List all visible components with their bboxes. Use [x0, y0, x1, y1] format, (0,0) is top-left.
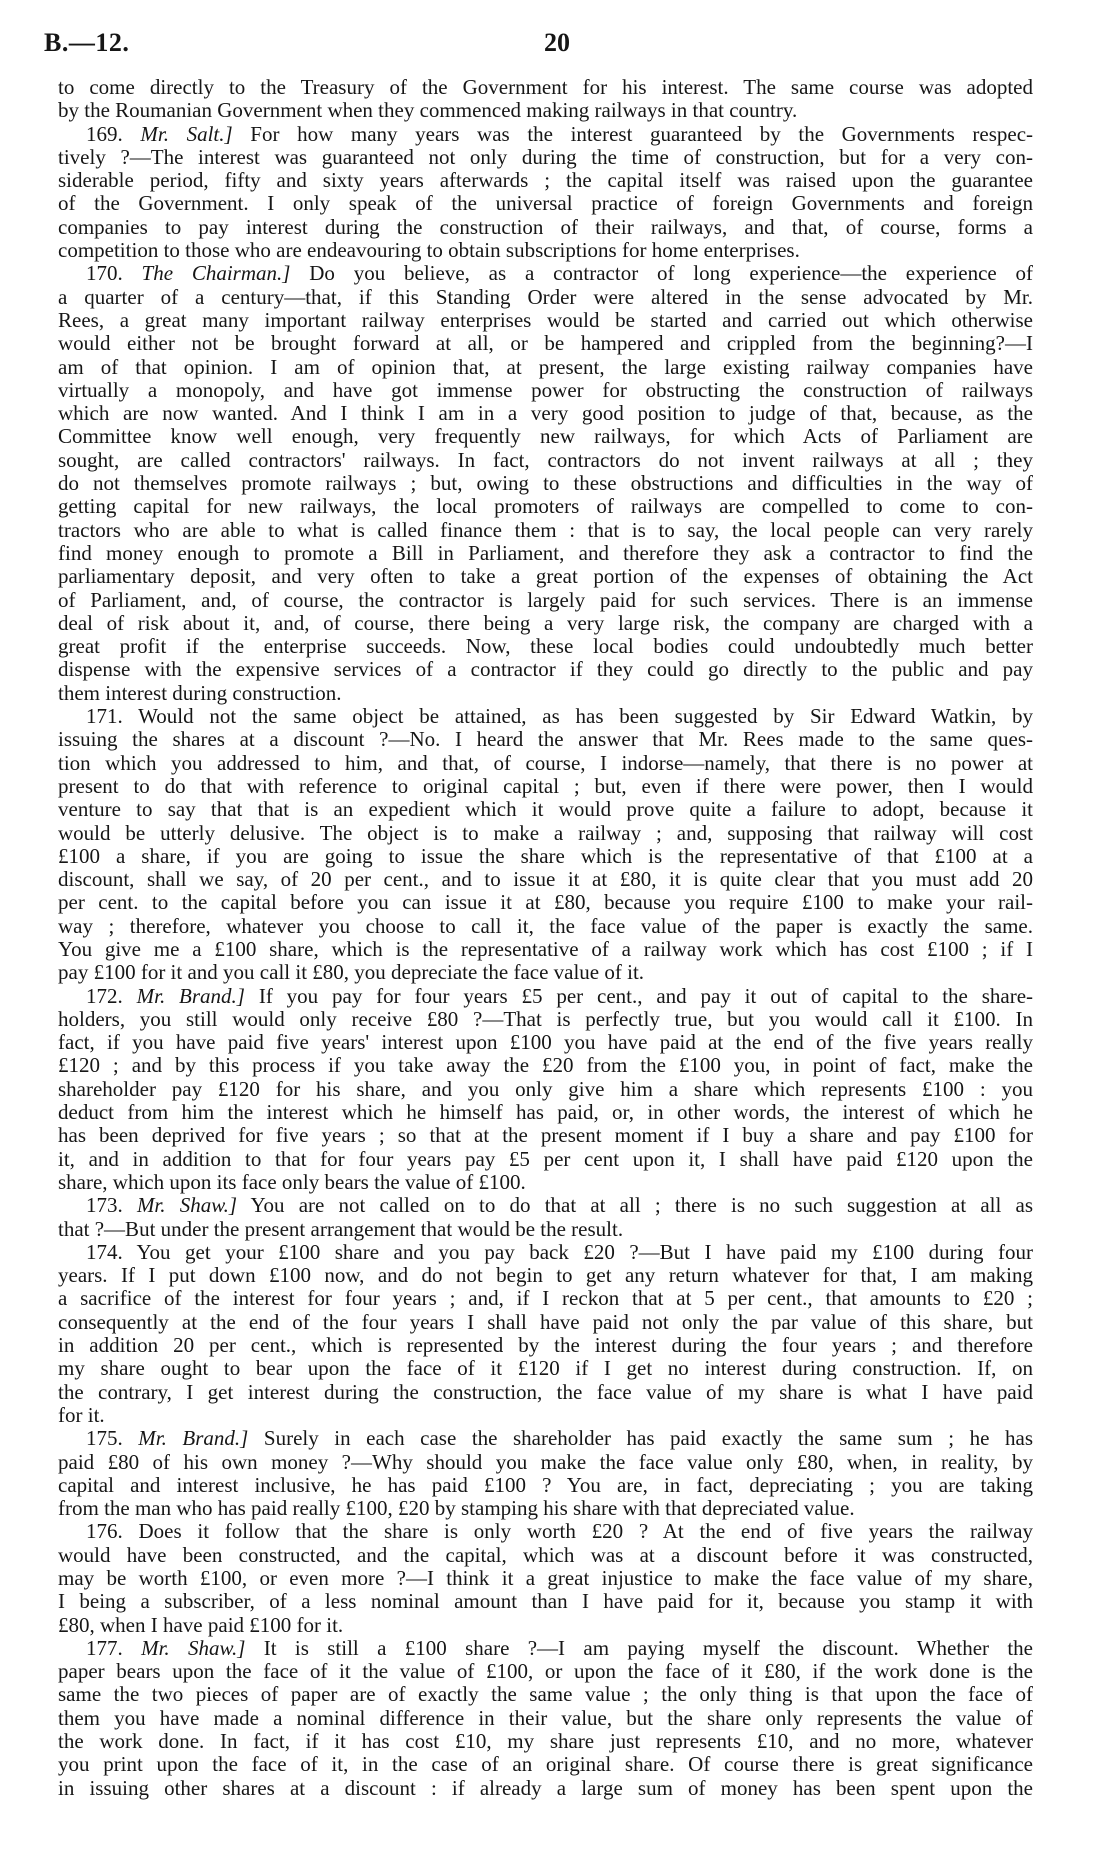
line-text: Would not the same object be attained, as has been suggested by Sir Edward Watkin, by: [138, 704, 1033, 729]
document-body: [58, 76, 1033, 1800]
text-line: tractors who are able to what is called finance them : that is to say, the local people can very rarely: [58, 517, 1033, 542]
paragraph-174: [58, 1241, 1033, 1427]
text-line: way ; therefore, whatever you choose to call it, the face value of the paper is exactly the same.: [58, 913, 1033, 938]
line-text: You get your £100 share and you pay back £20 ?—But I have paid my £100 during four: [136, 1239, 1033, 1264]
paragraph-171: [58, 705, 1033, 985]
text-line: [58, 985, 1033, 1008]
text-line: tively ?—The interest was guaranteed not only during the time of construction, but for a very con-: [58, 144, 1033, 169]
text-line: in issuing other shares at a discount : if already a large sum of money has been spent upon the: [58, 1775, 1033, 1800]
text-line: competition to those who are endeavouring to obtain subscriptions for home enterprises.: [58, 238, 800, 263]
text-line: may be worth £100, or even more ?—I think it a great injustice to make the face value of my share,: [58, 1566, 1033, 1590]
speaker-name: Mr. Brand.]: [136, 983, 245, 1008]
text-line: £120 ; and by this process if you take away the £20 from the £100 you, in point of fact, make the: [58, 1053, 1033, 1078]
text-line: present to do that with reference to original capital ; but, even if there were power, then I would: [58, 773, 1033, 798]
text-line: them interest during construction.: [58, 680, 342, 705]
text-line: great profit if the enterprise succeeds. Now, these local bodies could undoubtedly much better: [58, 634, 1033, 659]
text-line: which are now wanted. And I think I am in a very good position to judge of that, because, as the: [58, 401, 1033, 426]
paragraph-170: [58, 262, 1033, 705]
paragraph-175: [58, 1427, 1033, 1520]
page-number: 20: [544, 28, 570, 57]
text-line: [58, 1637, 1033, 1660]
text-line: it, and in addition to that for four years pay £5 per cent upon it, I shall have paid £120 upon the: [58, 1146, 1033, 1171]
line-text: Does it follow that the share is only worth £20 ? At the end of five years the railway: [138, 1519, 1034, 1544]
line-text: If you pay for four years £5 per cent., and pay it out of capital to the share-: [258, 983, 1034, 1008]
text-line: deal of risk about it, and, of course, there being a very large risk, the company are charged with a: [58, 610, 1033, 635]
line-text: For how many years was the interest guaranteed by the Governments respec-: [250, 121, 1034, 146]
text-line: would either not be brought forward at all, or be hampered and crippled from the beginning?—I: [58, 331, 1033, 356]
line-text: Surely in each case the shareholder has paid exactly the same sum ; he has: [263, 1426, 1034, 1451]
text-line: pay £100 for it and you call it £80, you depreciate the face value of it.: [58, 960, 645, 985]
text-line: You give me a £100 share, which is the representative of a railway work which has cost £100 ; if I: [58, 936, 1033, 961]
text-line: [58, 262, 1033, 285]
text-line: £80, when I have paid £100 for it.: [58, 1612, 344, 1637]
text-line: capital and interest inclusive, he has paid £100 ? You are, in fact, depreciating ; you are taking: [58, 1472, 1033, 1497]
text-line: Committee know well enough, very frequently new railways, for which Acts of Parliament are: [58, 424, 1033, 449]
paragraph-number: 171.: [86, 704, 123, 729]
text-line: in addition 20 per cent., which is represented by the interest during the four years ; and therefore: [58, 1333, 1033, 1358]
paragraph-continuation: [58, 76, 1033, 123]
text-line: by the Roumanian Government when they commenced making railways in that country.: [58, 98, 798, 123]
text-line: fact, if you have paid five years' interest upon £100 you have paid at the end of the five years really: [58, 1030, 1033, 1055]
paragraph-number: 170.: [86, 261, 123, 286]
text-line: [58, 1194, 1033, 1217]
text-line: issuing the shares at a discount ?—No. I heard the answer that Mr. Rees made to the same ques-: [58, 727, 1033, 752]
text-line: a quarter of a century—that, if this Standing Order were altered in the sense advocated by Mr.: [58, 284, 1033, 309]
text-line: getting capital for new railways, the local promoters of railways are compelled to come to con-: [58, 494, 1033, 519]
text-line: share, which upon its face only bears the value of £100.: [58, 1169, 526, 1194]
paragraph-number: 173.: [86, 1193, 123, 1218]
text-line: I being a subscriber, of a less nominal amount than I have paid for it, because you stamp it with: [58, 1589, 1033, 1614]
text-line: [58, 123, 1033, 146]
paragraph-177: [58, 1637, 1033, 1800]
paragraph-173: [58, 1194, 1033, 1241]
text-line: siderable period, fifty and sixty years afterwards ; the capital itself was raised upon the guarantee: [58, 168, 1033, 193]
text-line: a sacrifice of the interest for four years ; and, if I reckon that at 5 per cent., that amounts to £20 ;: [58, 1286, 1033, 1311]
text-line: would have been constructed, and the capital, which was at a discount before it was constructed,: [58, 1542, 1033, 1567]
speaker-name: Mr. Salt.]: [140, 121, 233, 146]
text-line: consequently at the end of the four years I shall have paid not only the par value of this share, but: [58, 1309, 1033, 1334]
text-line: parliamentary deposit, and very often to take a great portion of the expenses of obtaining the Act: [58, 564, 1033, 589]
text-line: Rees, a great many important railway enterprises would be started and carried out which otherwise: [58, 307, 1033, 332]
text-line: that ?—But under the present arrangement that would be the result.: [58, 1216, 624, 1241]
text-line: you print upon the face of it, in the case of an original share. Of course there is great significance: [58, 1752, 1033, 1777]
speaker-name: Mr. Shaw.]: [136, 1193, 238, 1218]
text-line: for it.: [58, 1402, 105, 1427]
text-line: of the Government. I only speak of the universal practice of foreign Governments and foreign: [58, 191, 1033, 216]
text-line: discount, shall we say, of 20 per cent., and to issue it at £80, it is quite clear that you must add 20: [58, 867, 1033, 892]
text-line: £100 a share, if you are going to issue the share which is the representative of that £100 at a: [58, 843, 1033, 868]
text-line: of Parliament, and, of course, the contractor is largely paid for such services. There is an immense: [58, 587, 1033, 612]
paragraph-176: [58, 1520, 1033, 1636]
text-line: venture to say that that is an expedient which it would prove quite a failure to adopt, because it: [58, 797, 1033, 822]
speaker-name: Mr. Shaw.]: [141, 1635, 246, 1660]
paragraph-number: 169.: [86, 121, 123, 146]
text-line: shareholder pay £120 for his share, and you only give him a share which represents £100 : you: [58, 1076, 1033, 1101]
document-series-code: B.—12.: [44, 28, 130, 57]
paragraph-number: 175.: [86, 1426, 123, 1451]
text-line: virtually a monopoly, and have got immense power for obstructing the construction of railways: [58, 377, 1033, 402]
text-line: paid £80 of his own money ?—Why should you make the face value only £80, when, in reality, by: [58, 1449, 1033, 1474]
text-line: do not themselves promote railways ; but, owing to these obstructions and difficulties in the way of: [58, 471, 1033, 496]
text-line: [58, 1241, 1033, 1264]
paragraph-number: 176.: [86, 1519, 123, 1544]
text-line: find money enough to promote a Bill in Parliament, and therefore they ask a contractor to find the: [58, 540, 1033, 565]
speaker-name: The Chairman.]: [141, 261, 291, 286]
text-line: would be utterly delusive. The object is to make a railway ; and, supposing that railway will cost: [58, 820, 1033, 845]
text-line: same the two pieces of paper are of exactly the same value ; the only thing is that upon the face of: [58, 1682, 1033, 1707]
text-line: deduct from him the interest which he himself has paid, or, in other words, the interest of which he: [58, 1100, 1033, 1125]
text-line: the contrary, I get interest during the construction, the face value of my share is what I have paid: [58, 1379, 1033, 1404]
text-line: to come directly to the Treasury of the Government for his interest. The same course was adopted: [58, 75, 1033, 99]
paragraph-number: 177.: [86, 1635, 123, 1660]
text-line: from the man who has paid really £100, £20 by stamping his share with that depreciated value.: [58, 1496, 855, 1521]
text-line: [58, 1520, 1033, 1543]
text-line: per cent. to the capital before you can issue it at £80, because you require £100 to make your rail-: [58, 890, 1033, 915]
text-line: my share ought to bear upon the face of it £120 if I get no interest during construction. If, on: [58, 1356, 1033, 1381]
text-line: has been deprived for five years ; so that at the present moment if I buy a share and pay £100 for: [58, 1123, 1033, 1148]
text-line: am of that opinion. I am of opinion that, at present, the large existing railway companies have: [58, 354, 1033, 379]
text-line: holders, you still would only receive £80 ?—That is perfectly true, but you would call it £100. In: [58, 1006, 1033, 1031]
text-line: [58, 1427, 1033, 1450]
paragraph-172: [58, 985, 1033, 1195]
line-text: It is still a £100 share ?—I am paying myself the discount. Whether the: [263, 1635, 1033, 1660]
text-line: tion which you addressed to him, and that, of course, I indorse—namely, that there is no power at: [58, 750, 1033, 775]
text-line: companies to pay interest during the construction of their railways, and that, of course, forms a: [58, 214, 1033, 239]
text-line: years. If I put down £100 now, and do not begin to get any return whatever for that, I am making: [58, 1263, 1033, 1288]
paragraph-number: 172.: [86, 983, 123, 1008]
speaker-name: Mr. Brand.]: [138, 1426, 249, 1451]
line-text: You are not called on to do that at all ; there is no such suggestion at all as: [250, 1193, 1034, 1218]
text-line: [58, 705, 1033, 728]
line-text: Do you believe, as a contractor of long experience—the experience of: [309, 261, 1034, 286]
text-line: dispense with the expensive services of a contractor if they could go directly to the public and pay: [58, 657, 1033, 682]
text-line: paper bears upon the face of it the value of £100, or upon the face of it £80, if the work done is the: [58, 1659, 1033, 1684]
paragraph-number: 174.: [86, 1239, 123, 1264]
text-line: them you have made a nominal difference in their value, but the share only represents the value of: [58, 1705, 1033, 1730]
text-line: sought, are called contractors' railways. In fact, contractors do not invent railways at all ; they: [58, 447, 1033, 472]
text-line: the work done. In fact, if it has cost £10, my share just represents £10, and no more, whatever: [58, 1729, 1033, 1754]
paragraph-169: [58, 123, 1033, 263]
